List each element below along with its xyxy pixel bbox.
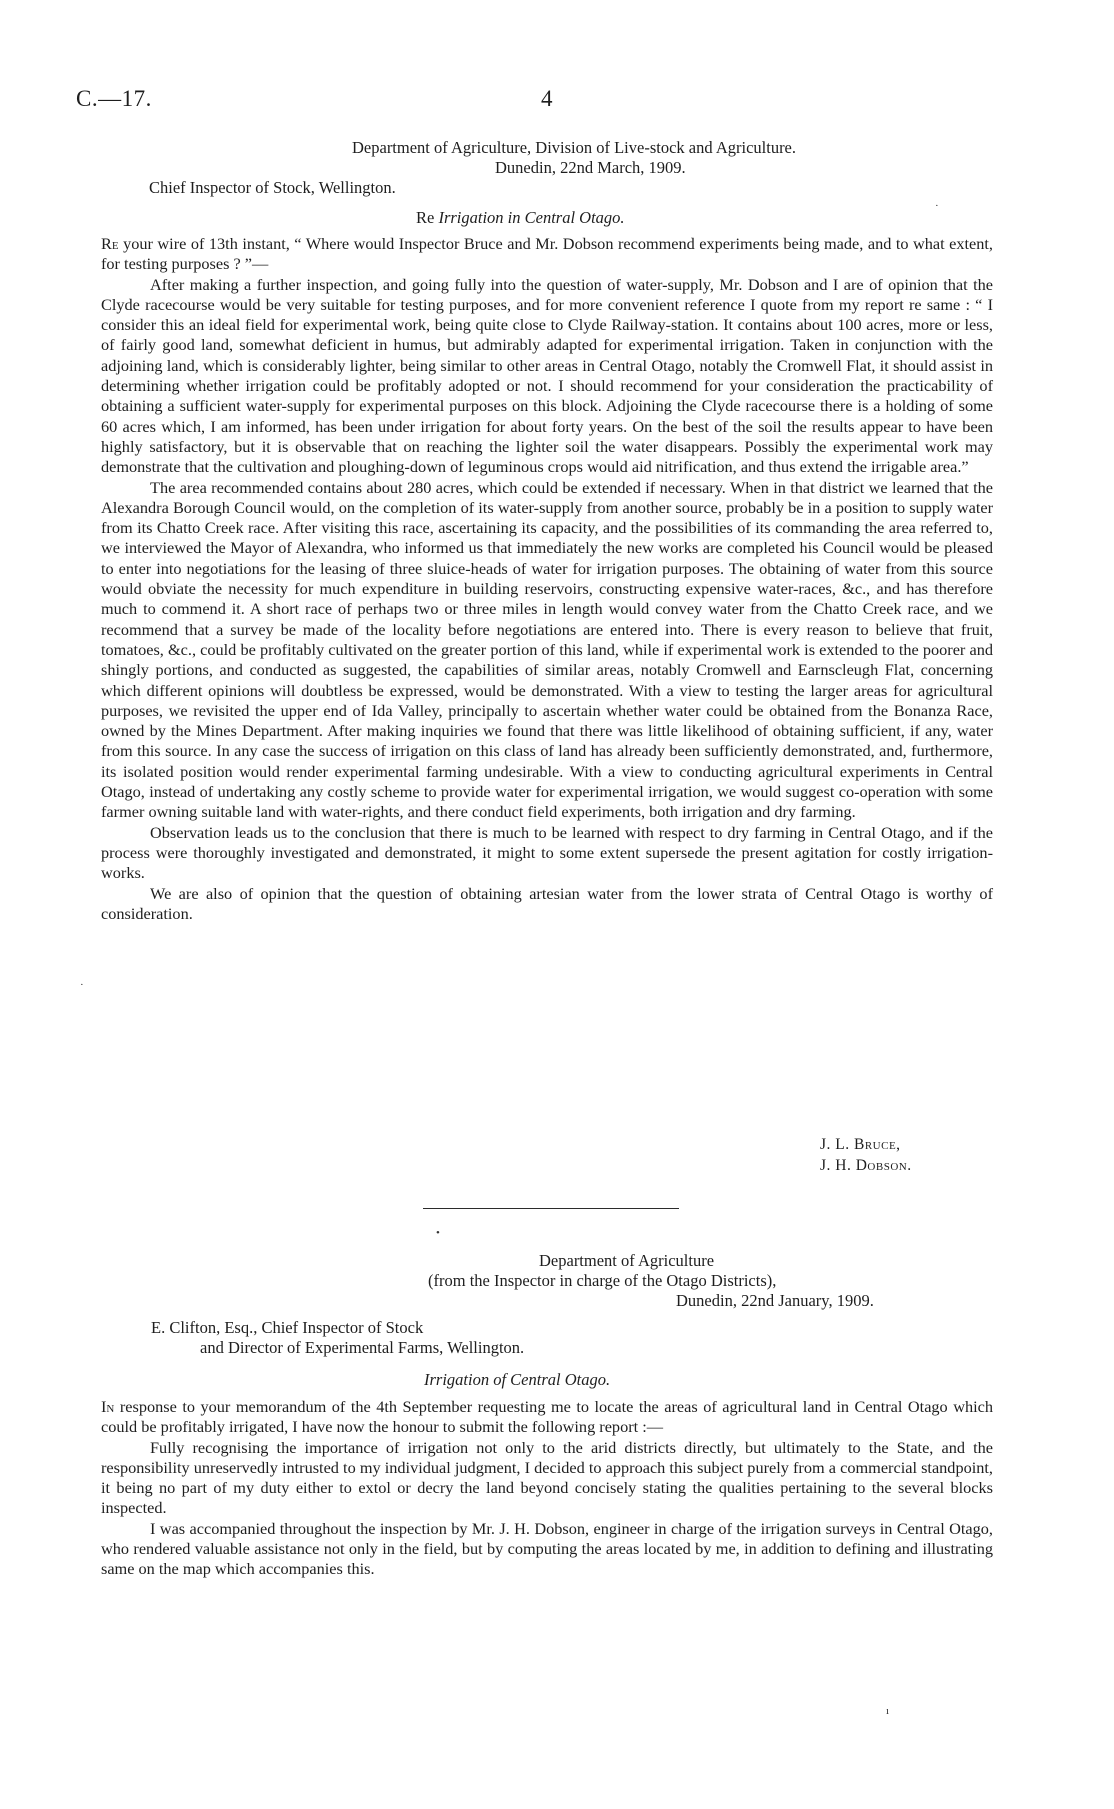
letter1-paragraph: Re your wire of 13th instant, “ Where would Inspector Bruce and Mr. Dobson recommend experiments being made, and to what extent, for testing purposes ? ”— — [101, 234, 993, 274]
letter1-subject — [416, 208, 625, 228]
letter1-department: Department of Agriculture, Division of Live-stock and Agriculture. — [352, 138, 797, 157]
letter1-addressee: Chief Inspector of Stock, Wellington. — [149, 178, 396, 197]
letter2-addressee-line1: E. Clifton, Esq., Chief Inspector of Stock — [151, 1318, 424, 1337]
scan-speck: ı — [886, 1705, 890, 1717]
letter2-paragraph: In response to your memorandum of the 4th September requesting me to locate the areas of agricultural land in Central Otago which could be profitably irrigated, I have now the honour to submit the following report :— — [101, 1397, 993, 1437]
letter1-place-date: Dunedin, 22nd March, 1909. — [495, 158, 686, 177]
letter1-body — [101, 234, 993, 924]
section-divider — [423, 1208, 679, 1209]
scan-speck: · — [80, 979, 84, 991]
scan-speck: • — [436, 1227, 440, 1239]
letter2-paragraph: Fully recognising the importance of irrigation not only to the arid districts directly, but ultimately to the State, and the responsibility unreservedly intrusted to my individual judgment, I decided to approach this subject purely from a commercial standpoint, it being no part of my duty either to extol or decry the land beyond concisely stating the qualities pertaining to the several blocks inspected. — [101, 1437, 993, 1518]
letter1-subject-prefix: Re — [416, 208, 435, 227]
letter2-paragraph: I was accompanied throughout the inspection by Mr. J. H. Dobson, engineer in charge of the irrigation surveys in Central Otago, who rendered valuable assistance not only in the field, but by computing the areas located by me, in addition to defining and illustrating same on the map which accompanies this. — [101, 1518, 993, 1579]
letter2-body — [101, 1397, 993, 1580]
letter1-opening-word: Re — [101, 234, 119, 253]
letter2-subject: Irrigation of Central Otago. — [424, 1370, 611, 1389]
letter1-subject-title: Irrigation in Central Otago. — [438, 208, 625, 227]
letter2-opening-word: In — [101, 1397, 115, 1416]
signatory-bruce: J. L. Bruce, — [820, 1136, 901, 1153]
signatory-dobson: J. H. Dobson. — [820, 1157, 912, 1174]
letter1-paragraph: After making a further inspection, and going fully into the question of water-supply, Mr. Dobson and I are of opinion that the Clyde racecourse would be very suitable for testing purposes, and for more convenient reference I quote from my report re same : “ I consider this an ideal field for experimental work, being quite close to Clyde Railway-station. It contains about 100 acres, more or less, of fairly good land, somewhat deficient in humus, but admirably adapted for experimental irrigation. Taken in conjunction with the adjoining land, which is considerably lighter, being similar to other areas in Central Otago, notably the Cromwell Flat, it should assist in determining whether irrigation could be profitably adopted or not. I should recommend for your consideration the practicability of obtaining a sufficient water-supply for experimental purposes on this block. Adjoining the Clyde racecourse there is a holding of some 60 acres which, I am informed, has been under irrigation for about forty years. On the best of the soil the results appear to have been highly satisfactory, but it is observable that on reaching the lighter soil the water disappears. Possibly the experimental work may demonstrate that the cultivation and ploughing-down of leguminous crops would aid nitrification, and thus extend the irrigable area.” — [101, 274, 993, 477]
letter2-addressee-line2: and Director of Experimental Farms, Wellington. — [200, 1338, 525, 1357]
letter2-place-date: Dunedin, 22nd January, 1909. — [676, 1291, 874, 1310]
scan-speck: · — [935, 200, 939, 212]
letter2-from: (from the Inspector in charge of the Otago Districts), — [428, 1271, 777, 1290]
letter1-paragraph: Observation leads us to the conclusion that there is much to be learned with respect to dry farming in Central Otago, and if the process were thoroughly investigated and demonstrated, it might to some extent supersede the present agitation for costly irrigation-works. — [101, 822, 993, 883]
letter1-paragraph: The area recommended contains about 280 acres, which could be extended if necessary. When in that district we learned that the Alexandra Borough Council would, on the completion of its water-supply from another source, probably be in a position to supply water from its Chatto Creek race. After visiting this race, ascertaining its capacity, and the possibilities of its commanding the area referred to, we interviewed the Mayor of Alexandra, who informed us that immediately the new works are completed his Council would be pleased to enter into negotiations for the leasing of three sluice-heads of water for irrigation purposes. The obtaining of water from this source would obviate the necessity for much expenditure in building reservoirs, constructing expensive water-races, &c., and has therefore much to commend it. A short race of perhaps two or three miles in length would convey water from the Chatto Creek race, and we recommend that a survey be made of the locality before negotiations are entered into. There is every reason to believe that fruit, tomatoes, &c., could be profitably cultivated on the greater portion of this land, while if experimental work is extended to the poorer and shingly portions, and conducted as suggested, the capabilities of similar areas, notably Cromwell and Earnscleugh Flat, concerning which different opinions will doubtless be expressed, would be demonstrated. With a view to testing the larger areas for agricultural purposes, we revisited the upper end of Ida Valley, principally to ascertain whether water could be obtained from the Bonanza Race, owned by the Mines Department. After making inquiries we found that there was little likelihood of obtaining sufficient, if any, water from this source. In any case the success of irrigation on this class of land has already been sufficiently demonstrated, and, furthermore, its isolated position would render experimental farming undesirable. With a view to conducting agricultural experiments in Central Otago, instead of undertaking any costly scheme to provide water for experimental irrigation, we would suggest co-operation with some farmer owning suitable land with water-rights, and there conduct field experiments, both irrigation and dry farming. — [101, 477, 993, 822]
letter2-department: Department of Agriculture — [539, 1251, 715, 1270]
parliamentary-paper-reference: C.—17. — [76, 86, 152, 111]
page-number: 4 — [541, 86, 553, 111]
letter1-paragraph: We are also of opinion that the question of obtaining artesian water from the lower strata of Central Otago is worthy of consideration. — [101, 883, 993, 923]
